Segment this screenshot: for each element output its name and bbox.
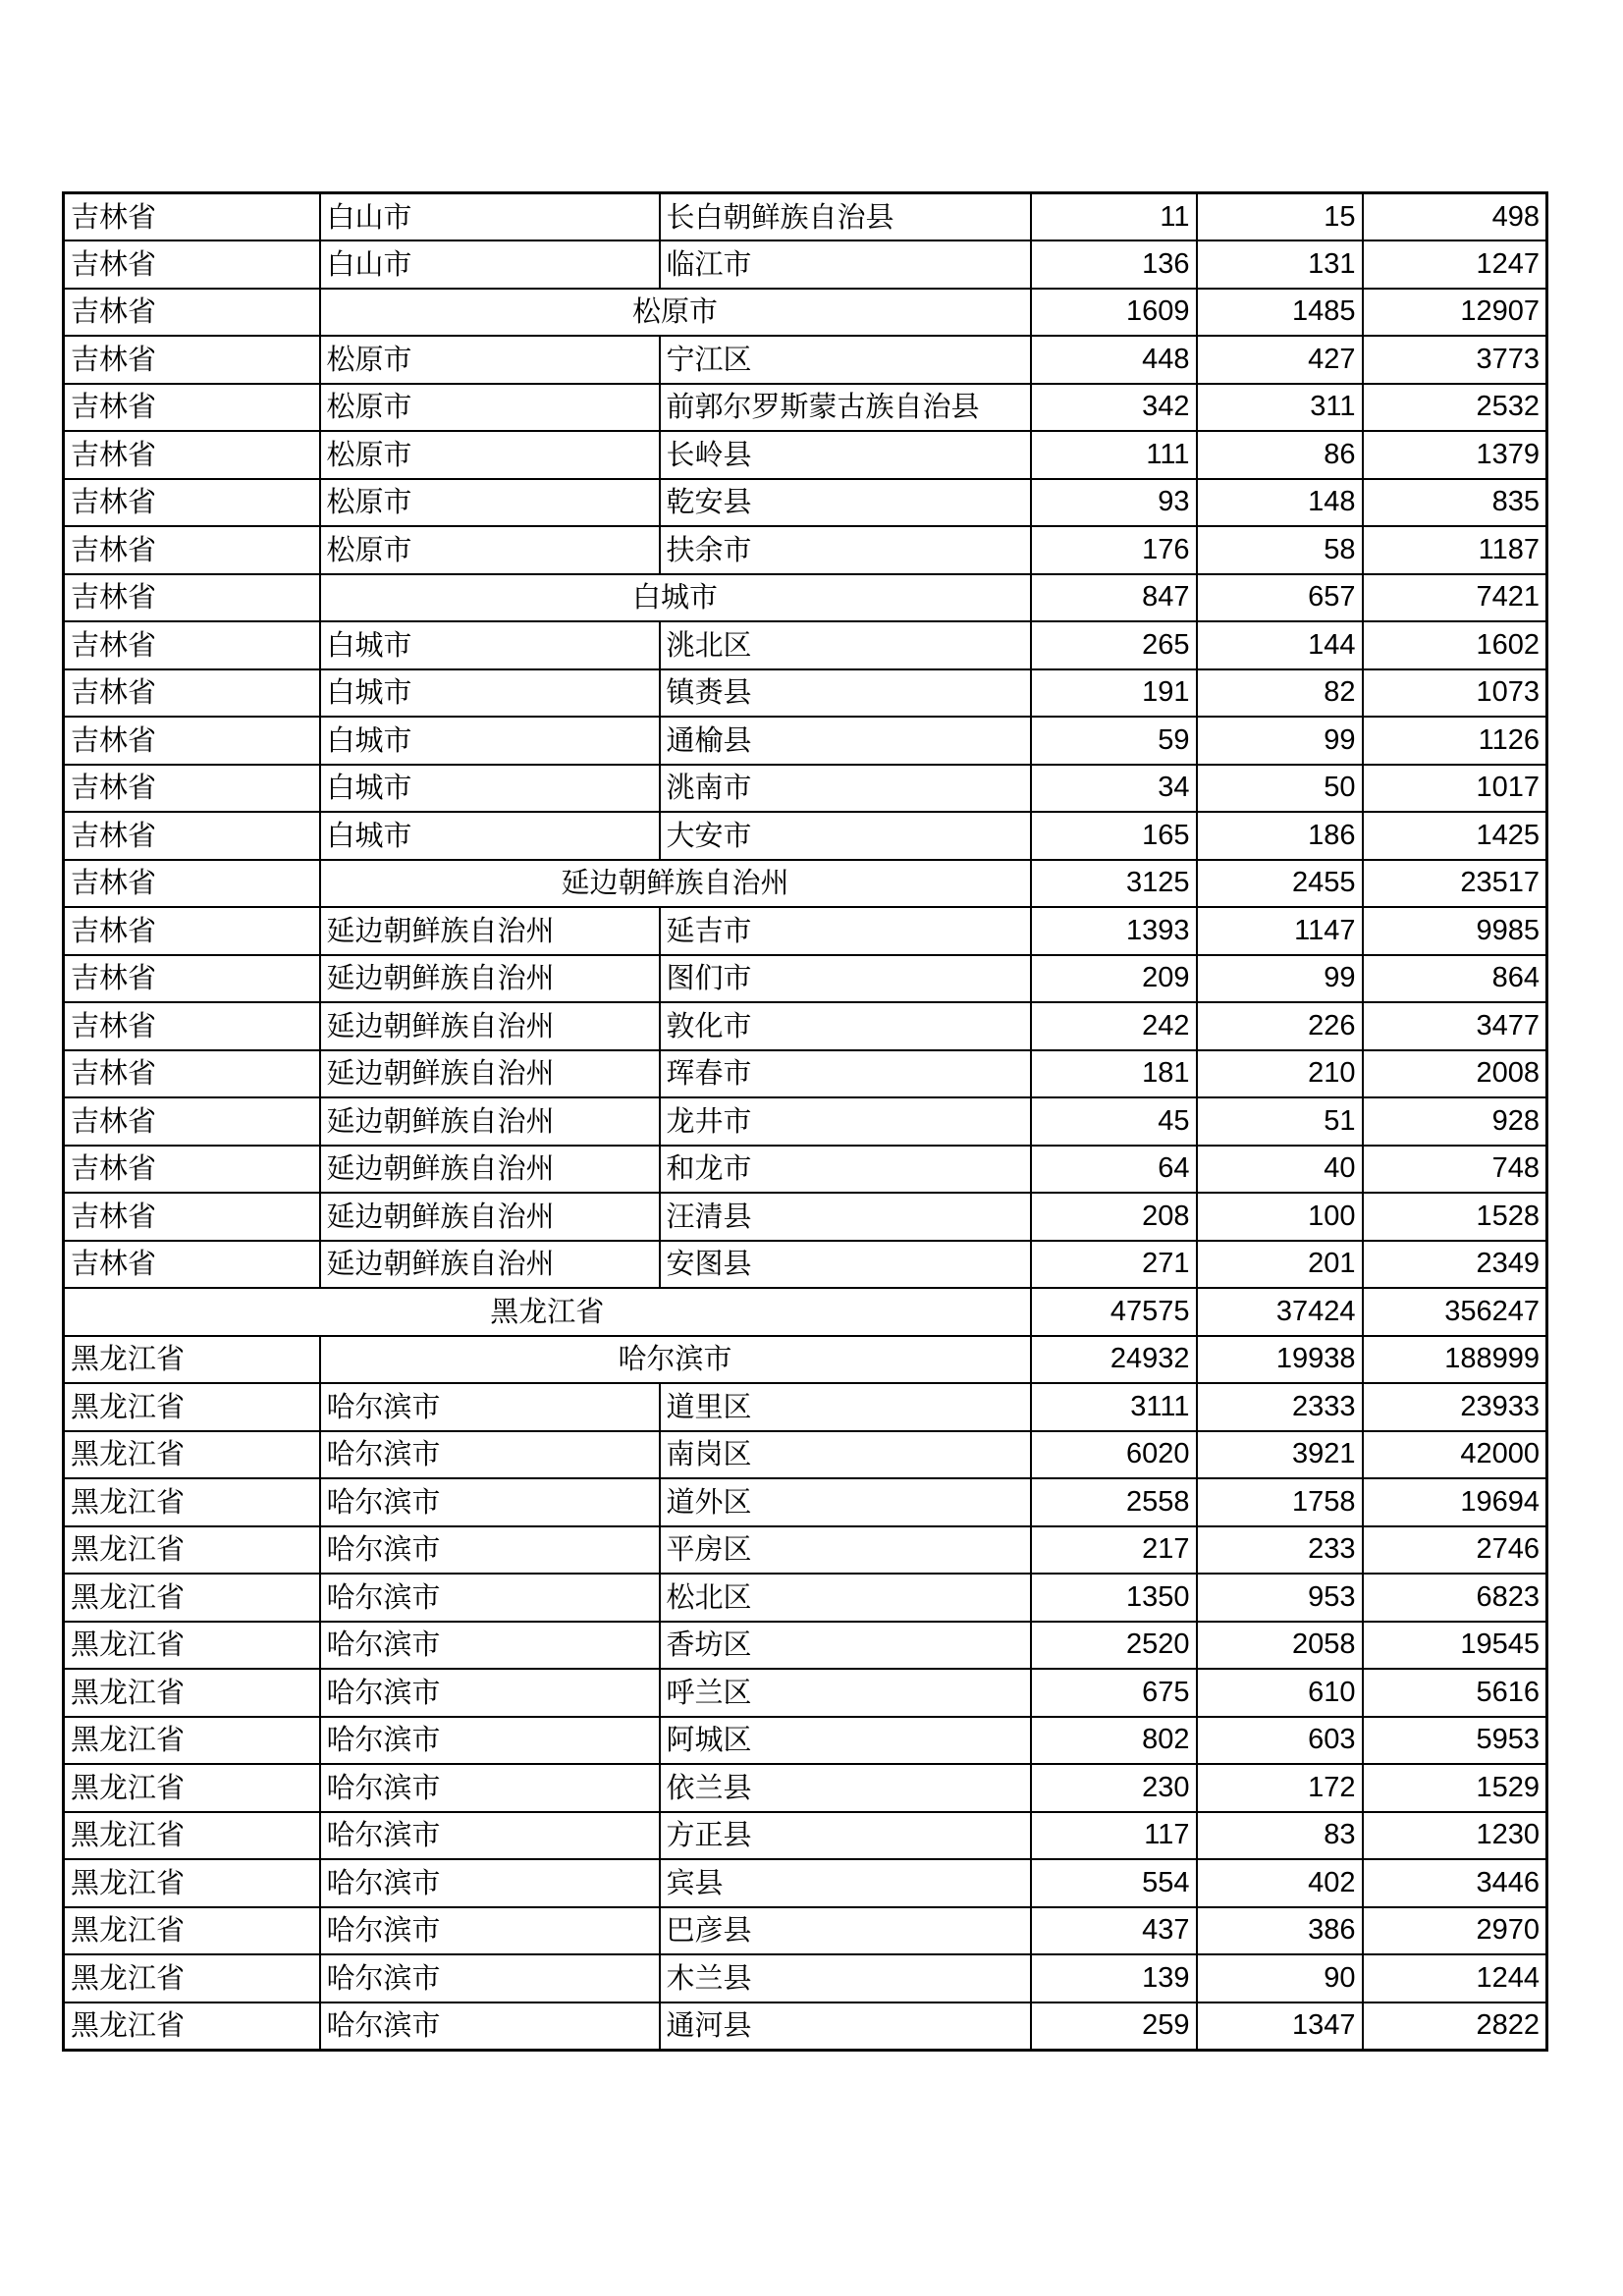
- table-row: [64, 765, 1547, 813]
- city-cell: 哈尔滨市: [320, 1907, 660, 1955]
- province-cell: 吉林省: [64, 621, 320, 669]
- value-cell-1: 59: [1031, 717, 1197, 765]
- value-cell-2: 144: [1197, 621, 1363, 669]
- value-cell-1: 1393: [1031, 907, 1197, 955]
- value-cell-3: 1017: [1363, 765, 1547, 813]
- value-cell-2: 610: [1197, 1669, 1363, 1717]
- province-cell: 黑龙江省: [64, 1383, 320, 1431]
- city-cell: 松原市: [320, 336, 660, 384]
- county-cell: 松北区: [660, 1574, 1031, 1622]
- value-cell-1: 675: [1031, 1669, 1197, 1717]
- value-cell-1: 1609: [1031, 289, 1197, 337]
- table-row: [64, 1241, 1547, 1289]
- value-cell-1: 176: [1031, 526, 1197, 574]
- value-cell-3: 2746: [1363, 1526, 1547, 1575]
- value-cell-1: 437: [1031, 1907, 1197, 1955]
- table-row: [64, 1669, 1547, 1717]
- province-cell: 吉林省: [64, 289, 320, 337]
- province-cell: 吉林省: [64, 907, 320, 955]
- table-row: [64, 574, 1547, 622]
- value-cell-3: 835: [1363, 479, 1547, 527]
- table-body: [64, 193, 1547, 2051]
- value-cell-3: 1379: [1363, 431, 1547, 479]
- value-cell-3: 1230: [1363, 1812, 1547, 1860]
- city-cell: 哈尔滨市: [320, 1669, 660, 1717]
- county-cell: 和龙市: [660, 1146, 1031, 1194]
- table-row: [64, 1383, 1547, 1431]
- value-cell-2: 148: [1197, 479, 1363, 527]
- table-row: [64, 812, 1547, 860]
- value-cell-2: 100: [1197, 1193, 1363, 1241]
- value-cell-3: 1187: [1363, 526, 1547, 574]
- value-cell-1: 217: [1031, 1526, 1197, 1575]
- value-cell-1: 802: [1031, 1717, 1197, 1765]
- value-cell-3: 2970: [1363, 1907, 1547, 1955]
- city-cell: 延边朝鲜族自治州: [320, 1097, 660, 1146]
- value-cell-2: 603: [1197, 1717, 1363, 1765]
- city-cell: 哈尔滨市: [320, 1954, 660, 2002]
- city-cell: 白城市: [320, 669, 660, 718]
- city-cell: 松原市: [320, 526, 660, 574]
- county-cell: 巴彦县: [660, 1907, 1031, 1955]
- value-cell-3: 12907: [1363, 289, 1547, 337]
- value-cell-1: 64: [1031, 1146, 1197, 1194]
- city-cell: 白城市: [320, 621, 660, 669]
- value-cell-2: 1147: [1197, 907, 1363, 955]
- value-cell-2: 83: [1197, 1812, 1363, 1860]
- city-cell: 哈尔滨市: [320, 1812, 660, 1860]
- province-cell: 吉林省: [64, 526, 320, 574]
- province-cell: 黑龙江省: [64, 1954, 320, 2002]
- value-cell-2: 2333: [1197, 1383, 1363, 1431]
- value-cell-2: 37424: [1197, 1288, 1363, 1336]
- value-cell-3: 2822: [1363, 2002, 1547, 2051]
- province-cell: 吉林省: [64, 240, 320, 289]
- value-cell-2: 86: [1197, 431, 1363, 479]
- table-row: [64, 1146, 1547, 1194]
- value-cell-2: 131: [1197, 240, 1363, 289]
- table-row: [64, 1288, 1547, 1336]
- value-cell-2: 226: [1197, 1002, 1363, 1050]
- province-cell: 吉林省: [64, 574, 320, 622]
- province-cell: 黑龙江省: [64, 1288, 1031, 1336]
- province-cell: 吉林省: [64, 1193, 320, 1241]
- province-cell: 黑龙江省: [64, 1859, 320, 1907]
- city-cell: 延边朝鲜族自治州: [320, 955, 660, 1003]
- value-cell-1: 448: [1031, 336, 1197, 384]
- value-cell-2: 172: [1197, 1764, 1363, 1812]
- city-cell: 哈尔滨市: [320, 1383, 660, 1431]
- county-cell: 通榆县: [660, 717, 1031, 765]
- province-cell: 黑龙江省: [64, 1812, 320, 1860]
- county-cell: 临江市: [660, 240, 1031, 289]
- value-cell-1: 242: [1031, 1002, 1197, 1050]
- table-row: [64, 1431, 1547, 1479]
- table-row: [64, 860, 1547, 908]
- table-row: [64, 907, 1547, 955]
- value-cell-2: 2455: [1197, 860, 1363, 908]
- value-cell-1: 209: [1031, 955, 1197, 1003]
- county-cell: 洮南市: [660, 765, 1031, 813]
- value-cell-1: 271: [1031, 1241, 1197, 1289]
- table-row: [64, 1193, 1547, 1241]
- county-cell: 敦化市: [660, 1002, 1031, 1050]
- value-cell-2: 953: [1197, 1574, 1363, 1622]
- value-cell-1: 111: [1031, 431, 1197, 479]
- value-cell-3: 3773: [1363, 336, 1547, 384]
- value-cell-2: 15: [1197, 193, 1363, 241]
- province-cell: 黑龙江省: [64, 1478, 320, 1526]
- county-cell: 南岗区: [660, 1431, 1031, 1479]
- table-row: [64, 1812, 1547, 1860]
- county-cell: 长白朝鲜族自治县: [660, 193, 1031, 241]
- city-cell: 白城市: [320, 765, 660, 813]
- table-row: [64, 717, 1547, 765]
- value-cell-1: 3125: [1031, 860, 1197, 908]
- city-cell: 白城市: [320, 717, 660, 765]
- province-cell: 黑龙江省: [64, 1526, 320, 1575]
- table-row: [64, 1907, 1547, 1955]
- value-cell-1: 847: [1031, 574, 1197, 622]
- province-cell: 吉林省: [64, 765, 320, 813]
- city-cell: 延边朝鲜族自治州: [320, 860, 1031, 908]
- city-cell: 松原市: [320, 479, 660, 527]
- county-cell: 平房区: [660, 1526, 1031, 1575]
- city-cell: 松原市: [320, 384, 660, 432]
- value-cell-2: 51: [1197, 1097, 1363, 1146]
- value-cell-2: 311: [1197, 384, 1363, 432]
- table-row: [64, 1764, 1547, 1812]
- value-cell-1: 34: [1031, 765, 1197, 813]
- province-cell: 黑龙江省: [64, 1574, 320, 1622]
- county-cell: 扶余市: [660, 526, 1031, 574]
- value-cell-1: 554: [1031, 1859, 1197, 1907]
- value-cell-3: 2008: [1363, 1050, 1547, 1098]
- province-cell: 吉林省: [64, 1241, 320, 1289]
- table-row: [64, 1336, 1547, 1384]
- city-cell: 哈尔滨市: [320, 1859, 660, 1907]
- city-cell: 哈尔滨市: [320, 1717, 660, 1765]
- value-cell-3: 2532: [1363, 384, 1547, 432]
- county-cell: 阿城区: [660, 1717, 1031, 1765]
- value-cell-2: 1485: [1197, 289, 1363, 337]
- statistics-table: [62, 191, 1548, 2052]
- table-row: [64, 1954, 1547, 2002]
- value-cell-3: 5616: [1363, 1669, 1547, 1717]
- value-cell-2: 657: [1197, 574, 1363, 622]
- value-cell-2: 186: [1197, 812, 1363, 860]
- value-cell-1: 117: [1031, 1812, 1197, 1860]
- province-cell: 吉林省: [64, 955, 320, 1003]
- county-cell: 龙井市: [660, 1097, 1031, 1146]
- value-cell-1: 165: [1031, 812, 1197, 860]
- table-row: [64, 1622, 1547, 1670]
- value-cell-2: 90: [1197, 1954, 1363, 2002]
- county-cell: 图们市: [660, 955, 1031, 1003]
- table-row: [64, 1717, 1547, 1765]
- value-cell-2: 19938: [1197, 1336, 1363, 1384]
- value-cell-3: 3477: [1363, 1002, 1547, 1050]
- county-cell: 珲春市: [660, 1050, 1031, 1098]
- value-cell-3: 6823: [1363, 1574, 1547, 1622]
- county-cell: 宾县: [660, 1859, 1031, 1907]
- value-cell-1: 139: [1031, 1954, 1197, 2002]
- value-cell-3: 1425: [1363, 812, 1547, 860]
- county-cell: 宁江区: [660, 336, 1031, 384]
- province-cell: 黑龙江省: [64, 1431, 320, 1479]
- value-cell-1: 2558: [1031, 1478, 1197, 1526]
- value-cell-3: 5953: [1363, 1717, 1547, 1765]
- county-cell: 汪清县: [660, 1193, 1031, 1241]
- value-cell-1: 3111: [1031, 1383, 1197, 1431]
- value-cell-3: 928: [1363, 1097, 1547, 1146]
- county-cell: 长岭县: [660, 431, 1031, 479]
- city-cell: 白城市: [320, 574, 1031, 622]
- province-cell: 黑龙江省: [64, 2002, 320, 2051]
- city-cell: 白山市: [320, 240, 660, 289]
- table-row: [64, 336, 1547, 384]
- province-cell: 吉林省: [64, 384, 320, 432]
- value-cell-3: 188999: [1363, 1336, 1547, 1384]
- value-cell-1: 6020: [1031, 1431, 1197, 1479]
- province-cell: 吉林省: [64, 431, 320, 479]
- value-cell-2: 1347: [1197, 2002, 1363, 2051]
- county-cell: 香坊区: [660, 1622, 1031, 1670]
- value-cell-3: 23517: [1363, 860, 1547, 908]
- value-cell-1: 2520: [1031, 1622, 1197, 1670]
- city-cell: 延边朝鲜族自治州: [320, 1002, 660, 1050]
- province-cell: 黑龙江省: [64, 1336, 320, 1384]
- value-cell-2: 99: [1197, 955, 1363, 1003]
- province-cell: 黑龙江省: [64, 1669, 320, 1717]
- value-cell-3: 864: [1363, 955, 1547, 1003]
- value-cell-3: 42000: [1363, 1431, 1547, 1479]
- county-cell: 呼兰区: [660, 1669, 1031, 1717]
- value-cell-1: 47575: [1031, 1288, 1197, 1336]
- value-cell-1: 259: [1031, 2002, 1197, 2051]
- province-cell: 吉林省: [64, 479, 320, 527]
- value-cell-1: 11: [1031, 193, 1197, 241]
- value-cell-1: 45: [1031, 1097, 1197, 1146]
- province-cell: 黑龙江省: [64, 1764, 320, 1812]
- province-cell: 吉林省: [64, 669, 320, 718]
- value-cell-3: 748: [1363, 1146, 1547, 1194]
- province-cell: 吉林省: [64, 860, 320, 908]
- value-cell-1: 1350: [1031, 1574, 1197, 1622]
- table-row: [64, 1478, 1547, 1526]
- value-cell-3: 498: [1363, 193, 1547, 241]
- table-row: [64, 526, 1547, 574]
- county-cell: 方正县: [660, 1812, 1031, 1860]
- table-row: [64, 479, 1547, 527]
- value-cell-2: 58: [1197, 526, 1363, 574]
- county-cell: 依兰县: [660, 1764, 1031, 1812]
- value-cell-2: 210: [1197, 1050, 1363, 1098]
- county-cell: 大安市: [660, 812, 1031, 860]
- table-row: [64, 1859, 1547, 1907]
- table-row: [64, 193, 1547, 241]
- value-cell-3: 1073: [1363, 669, 1547, 718]
- value-cell-3: 1602: [1363, 621, 1547, 669]
- value-cell-1: 208: [1031, 1193, 1197, 1241]
- city-cell: 白城市: [320, 812, 660, 860]
- city-cell: 延边朝鲜族自治州: [320, 1050, 660, 1098]
- city-cell: 哈尔滨市: [320, 2002, 660, 2051]
- value-cell-1: 93: [1031, 479, 1197, 527]
- value-cell-3: 9985: [1363, 907, 1547, 955]
- value-cell-2: 82: [1197, 669, 1363, 718]
- city-cell: 哈尔滨市: [320, 1526, 660, 1575]
- city-cell: 延边朝鲜族自治州: [320, 1241, 660, 1289]
- county-cell: 木兰县: [660, 1954, 1031, 2002]
- table-row: [64, 955, 1547, 1003]
- table-row: [64, 1097, 1547, 1146]
- city-cell: 哈尔滨市: [320, 1478, 660, 1526]
- table-row: [64, 240, 1547, 289]
- city-cell: 延边朝鲜族自治州: [320, 907, 660, 955]
- county-cell: 延吉市: [660, 907, 1031, 955]
- value-cell-1: 342: [1031, 384, 1197, 432]
- value-cell-3: 3446: [1363, 1859, 1547, 1907]
- value-cell-3: 1528: [1363, 1193, 1547, 1241]
- value-cell-3: 1244: [1363, 1954, 1547, 2002]
- county-cell: 镇赉县: [660, 669, 1031, 718]
- city-cell: 哈尔滨市: [320, 1622, 660, 1670]
- table-row: [64, 289, 1547, 337]
- province-cell: 吉林省: [64, 812, 320, 860]
- province-cell: 吉林省: [64, 193, 320, 241]
- value-cell-1: 136: [1031, 240, 1197, 289]
- province-cell: 吉林省: [64, 1146, 320, 1194]
- value-cell-1: 265: [1031, 621, 1197, 669]
- table-row: [64, 2002, 1547, 2051]
- value-cell-3: 2349: [1363, 1241, 1547, 1289]
- province-cell: 吉林省: [64, 1002, 320, 1050]
- county-cell: 前郭尔罗斯蒙古族自治县: [660, 384, 1031, 432]
- value-cell-1: 24932: [1031, 1336, 1197, 1384]
- value-cell-2: 427: [1197, 336, 1363, 384]
- city-cell: 哈尔滨市: [320, 1764, 660, 1812]
- province-cell: 黑龙江省: [64, 1622, 320, 1670]
- value-cell-2: 2058: [1197, 1622, 1363, 1670]
- county-cell: 乾安县: [660, 479, 1031, 527]
- province-cell: 黑龙江省: [64, 1907, 320, 1955]
- province-cell: 黑龙江省: [64, 1717, 320, 1765]
- city-cell: 松原市: [320, 289, 1031, 337]
- value-cell-3: 19545: [1363, 1622, 1547, 1670]
- value-cell-2: 386: [1197, 1907, 1363, 1955]
- province-cell: 吉林省: [64, 1097, 320, 1146]
- table-row: [64, 1050, 1547, 1098]
- value-cell-3: 356247: [1363, 1288, 1547, 1336]
- city-cell: 哈尔滨市: [320, 1431, 660, 1479]
- city-cell: 松原市: [320, 431, 660, 479]
- county-cell: 道里区: [660, 1383, 1031, 1431]
- city-cell: 延边朝鲜族自治州: [320, 1146, 660, 1194]
- value-cell-3: 1247: [1363, 240, 1547, 289]
- table-row: [64, 1574, 1547, 1622]
- value-cell-3: 19694: [1363, 1478, 1547, 1526]
- value-cell-3: 1126: [1363, 717, 1547, 765]
- province-cell: 吉林省: [64, 717, 320, 765]
- table-row: [64, 669, 1547, 718]
- value-cell-2: 50: [1197, 765, 1363, 813]
- value-cell-1: 181: [1031, 1050, 1197, 1098]
- value-cell-3: 1529: [1363, 1764, 1547, 1812]
- value-cell-1: 191: [1031, 669, 1197, 718]
- city-cell: 哈尔滨市: [320, 1574, 660, 1622]
- value-cell-1: 230: [1031, 1764, 1197, 1812]
- city-cell: 白山市: [320, 193, 660, 241]
- table-row: [64, 1526, 1547, 1575]
- value-cell-3: 7421: [1363, 574, 1547, 622]
- table-row: [64, 1002, 1547, 1050]
- county-cell: 洮北区: [660, 621, 1031, 669]
- province-cell: 吉林省: [64, 336, 320, 384]
- value-cell-2: 233: [1197, 1526, 1363, 1575]
- city-cell: 延边朝鲜族自治州: [320, 1193, 660, 1241]
- value-cell-2: 201: [1197, 1241, 1363, 1289]
- value-cell-2: 402: [1197, 1859, 1363, 1907]
- city-cell: 哈尔滨市: [320, 1336, 1031, 1384]
- county-cell: 通河县: [660, 2002, 1031, 2051]
- province-cell: 吉林省: [64, 1050, 320, 1098]
- value-cell-2: 1758: [1197, 1478, 1363, 1526]
- table-row: [64, 431, 1547, 479]
- county-cell: 道外区: [660, 1478, 1031, 1526]
- value-cell-2: 40: [1197, 1146, 1363, 1194]
- table-row: [64, 621, 1547, 669]
- value-cell-2: 99: [1197, 717, 1363, 765]
- value-cell-3: 23933: [1363, 1383, 1547, 1431]
- table-row: [64, 384, 1547, 432]
- value-cell-2: 3921: [1197, 1431, 1363, 1479]
- county-cell: 安图县: [660, 1241, 1031, 1289]
